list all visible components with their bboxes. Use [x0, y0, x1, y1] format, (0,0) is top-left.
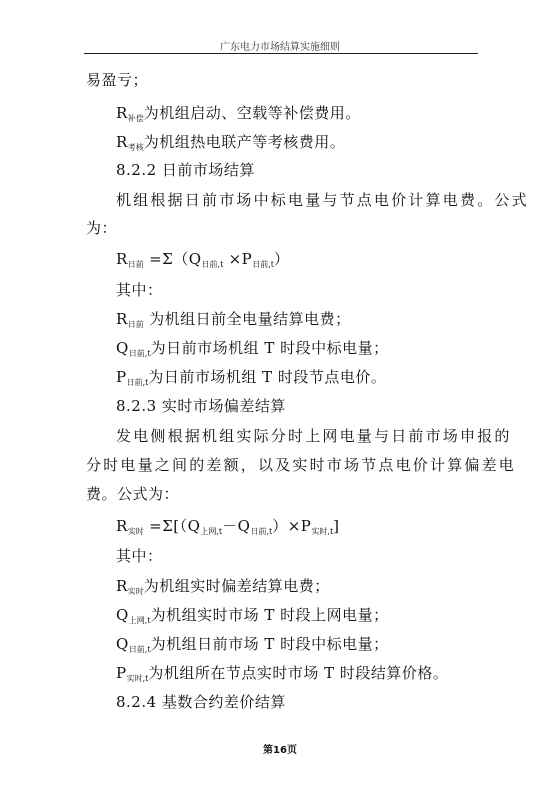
- symbol: Q: [116, 339, 129, 357]
- symbol-subscript: 实时,t: [126, 674, 149, 683]
- formula-part: =Σ[（Q: [143, 517, 201, 535]
- definition-line: [116, 605, 389, 631]
- definition-text: 为机组热电联产等考核费用。: [143, 133, 346, 151]
- formula-subscript: 日前,t: [252, 260, 275, 269]
- formula-part: ×P: [223, 250, 253, 268]
- symbol: Q: [116, 606, 129, 624]
- definition-text: 为机组日前市场 T 时段中标电量；: [150, 635, 389, 653]
- symbol-subscript: 日前,t: [128, 349, 151, 358]
- formula-part: ）×P: [272, 517, 312, 535]
- formula-part: R: [116, 517, 128, 535]
- formula: [116, 516, 340, 542]
- formula-subscript: 日前,t: [201, 260, 224, 269]
- symbol: R: [116, 310, 128, 328]
- definition-text: 为日前市场机组 T 时段节点电价。: [148, 368, 387, 386]
- definition-text: 为机组实时偏差结算电费；: [143, 577, 330, 595]
- symbol-subscript: 日前,t: [128, 645, 151, 654]
- formula-subscript: 上网,t: [200, 527, 223, 536]
- definition-line: [116, 132, 345, 158]
- definition-text: 为机组所在节点实时市场 T 时段结算价格。: [148, 664, 449, 682]
- paragraph-line: 费。公式为：: [86, 485, 180, 503]
- formula-part: =Σ（Q: [143, 250, 202, 268]
- formula-subscript: 实时,t: [311, 527, 334, 536]
- definition-line: [116, 309, 351, 335]
- symbol: P: [116, 664, 127, 682]
- symbol: R: [116, 577, 128, 595]
- formula-subscript: 实时: [127, 527, 144, 536]
- formula: [116, 249, 290, 275]
- definition-line: [116, 576, 330, 602]
- symbol-subscript: 考核: [127, 143, 144, 152]
- section-heading: 8.2.4 基数合约差价结算: [116, 693, 286, 711]
- formula-part: ]: [333, 517, 340, 535]
- paragraph-line: 易盈亏；: [86, 71, 149, 89]
- symbol-subscript: 实时: [127, 587, 144, 596]
- definition-text: 为机组实时市场 T 时段上网电量；: [150, 606, 389, 624]
- symbol: R: [116, 133, 128, 151]
- definition-line: [116, 663, 448, 689]
- symbol: R: [116, 104, 128, 122]
- definition-line: [116, 338, 389, 364]
- definition-line: [116, 634, 389, 660]
- symbol-subscript: 补偿: [127, 114, 144, 123]
- section-heading: 8.2.2 日前市场结算: [116, 161, 255, 179]
- symbol-subscript: 上网,t: [128, 616, 151, 625]
- definition-text: 为日前市场机组 T 时段中标电量；: [150, 339, 389, 357]
- paragraph-line: 其中：: [116, 281, 163, 299]
- definition-line: [116, 103, 361, 129]
- symbol-subscript: 日前: [127, 320, 144, 329]
- paragraph-line: 为：: [86, 219, 118, 237]
- symbol: P: [116, 368, 127, 386]
- definition-text: 为机组日前全电量结算电费；: [143, 310, 351, 328]
- formula-subscript: 日前,t: [250, 527, 273, 536]
- symbol-subscript: 日前,t: [126, 378, 149, 387]
- formula-part: ）: [274, 250, 290, 268]
- paragraph-line: 分时电量之间的差额，以及实时市场节点电价计算偏差电: [86, 456, 517, 474]
- paragraph-line: 其中：: [116, 547, 163, 565]
- paragraph-line: 发电侧根据机组实际分时上网电量与日前市场申报的: [116, 427, 512, 445]
- definition-line: [116, 367, 386, 393]
- formula-part: －Q: [222, 517, 251, 535]
- formula-part: R: [116, 250, 128, 268]
- running-header: 广东电力市场结算实施细则: [220, 42, 340, 53]
- header-rule: [84, 53, 478, 54]
- section-heading: 8.2.3 实时市场偏差结算: [116, 397, 286, 415]
- definition-text: 为机组启动、空载等补偿费用。: [143, 104, 361, 122]
- paragraph-line: 机组根据日前市场中标电量与节点电价计算电费。公式: [116, 191, 529, 209]
- symbol: Q: [116, 635, 129, 653]
- formula-subscript: 日前: [127, 260, 144, 269]
- page-number: 第16页: [263, 745, 297, 756]
